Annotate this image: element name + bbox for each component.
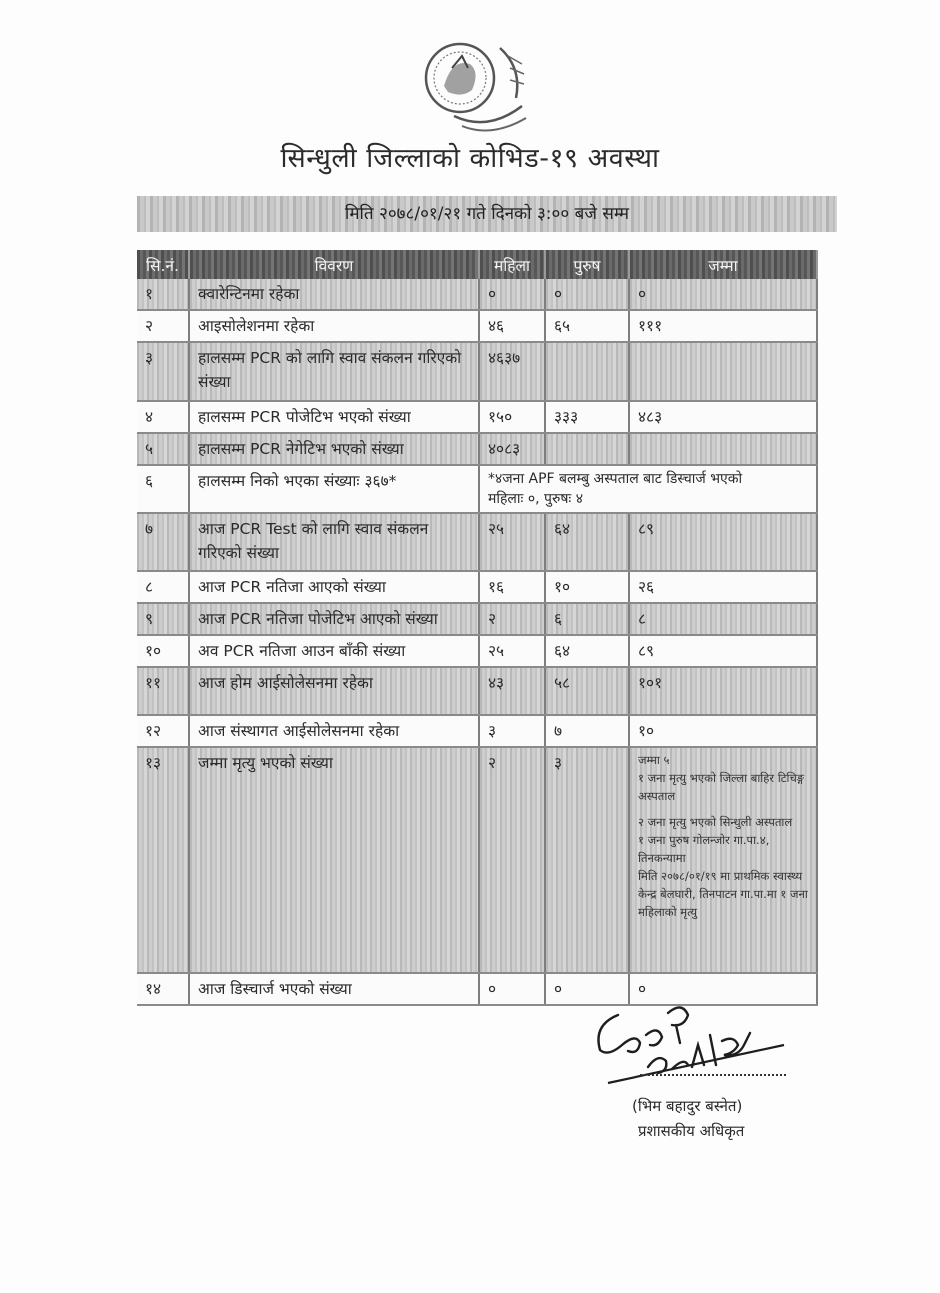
death-detail: २ जना मृत्यु भएको सिन्धुली अस्पताल [638,815,793,829]
cell-male: ६४ [545,513,629,571]
cell-female: ४०८३ [479,433,545,465]
recovered-note-cell [479,465,817,513]
cell-desc: अव PCR नतिजा आउन बाँकी संख्या [189,635,479,667]
cell-sn: १२ [137,715,189,747]
table-row [137,667,817,715]
cell-sn: ९ [137,603,189,635]
cell-desc: हालसम्म PCR को लागि स्वाव संकलन गरिएको संख्या [189,342,479,401]
cell-female: २ [479,747,545,973]
cell-sn: ११ [137,667,189,715]
cell-female: २५ [479,513,545,571]
cell-male: ६४ [545,635,629,667]
cell-desc: आज डिस्चार्ज भएको संख्या [189,973,479,1005]
cell-desc: हालसम्म PCR नेगेटिभ भएको संख्या [189,433,479,465]
death-detail: मिति २०७८/०१/१९ मा प्राथमिक स्वास्थ्य केन्द्र बेलघारी, तिनपाटन गा.पा.मा १ जना महिलाको मृत्यु [638,869,808,919]
cell-desc: हालसम्म PCR पोजेटिभ भएको संख्या [189,401,479,433]
header-total: जम्मा [629,250,817,279]
signatory-designation: प्रशासकीय अधिकृत [638,1122,745,1140]
page-title: सिन्धुली जिल्लाको कोभिड-१९ अवस्था [280,143,660,174]
cell-male: ५८ [545,667,629,715]
cell-desc: जम्मा मृत्यु भएको संख्या [189,747,479,973]
cell-female: ० [479,279,545,310]
table-row [137,571,817,603]
cell-total [629,433,817,465]
cell-total: १०१ [629,667,817,715]
death-detail: १ जना पुरुष गोलन्जोर गा.पा.४, तिनकन्यामा [638,833,770,865]
header-sn: सि.नं. [137,250,189,279]
cell-female: ० [479,973,545,1005]
header-male: पुरुष [545,250,629,279]
table-row [137,433,817,465]
death-total: जम्मा ५ [638,753,670,767]
death-details-cell [629,747,817,973]
cell-desc: आज PCR नतिजा पोजेटिभ आएको संख्या [189,603,479,635]
cell-female: १६ [479,571,545,603]
cell-sn: १ [137,279,189,310]
cell-male: ० [545,279,629,310]
cell-female: १५० [479,401,545,433]
covid-status-table [137,250,818,1006]
death-detail: १ जना मृत्यु भएको जिल्ला बाहिर टिचिङ्ग अस्पताल [638,771,805,803]
table-row [137,342,817,401]
cell-male: ७ [545,715,629,747]
cell-female: २५ [479,635,545,667]
cell-male: ६ [545,603,629,635]
cell-female: ४३ [479,667,545,715]
cell-sn: ३ [137,342,189,401]
table-row [137,310,817,342]
cell-total: ४८३ [629,401,817,433]
cell-total [629,342,817,401]
cell-total: १११ [629,310,817,342]
date-bar: मिति २०७८/०१/२१ गते दिनको ३:०० बजे सम्म [137,196,837,232]
cell-male: ३ [545,747,629,973]
cell-desc: आज संस्थागत आईसोलेसनमा रहेका [189,715,479,747]
table-row [137,603,817,635]
cell-desc: आज होम आईसोलेसनमा रहेका [189,667,479,715]
cell-total: २६ [629,571,817,603]
cell-female: ४६ [479,310,545,342]
cell-desc: आज PCR नतिजा आएको संख्या [189,571,479,603]
recovered-breakdown: महिलाः ०, पुरुषः ४ [488,491,583,507]
table-row [137,635,817,667]
signatory-block [632,1094,744,1144]
cell-sn: १० [137,635,189,667]
cell-sn: १३ [137,747,189,973]
cell-total: ० [629,973,817,1005]
signatory-name: (भिम बहादुर बस्नेत) [632,1097,743,1115]
cell-total: ८९ [629,513,817,571]
cell-total: ८९ [629,635,817,667]
cell-desc: आइसोलेशनमा रहेका [189,310,479,342]
government-seal-icon [418,28,538,140]
table-row [137,513,817,571]
table-row [137,747,817,973]
cell-sn: २ [137,310,189,342]
cell-male [545,433,629,465]
signature-line [640,1074,786,1076]
header-female: महिला [479,250,545,279]
cell-sn: ८ [137,571,189,603]
cell-female: ३ [479,715,545,747]
cell-male: ६५ [545,310,629,342]
cell-desc: हालसम्म निको भएका संख्याः ३६७* [189,465,479,513]
header-desc: विवरण [189,250,479,279]
cell-sn: ४ [137,401,189,433]
cell-sn: ५ [137,433,189,465]
cell-desc: क्वारेन्टिनमा रहेका [189,279,479,310]
cell-male: ३३३ [545,401,629,433]
recovered-note: *४जना APF बलम्बु अस्पताल बाट डिस्चार्ज भएको [488,471,743,487]
table-row [137,279,817,310]
cell-male: १० [545,571,629,603]
cell-female: २ [479,603,545,635]
cell-male [545,342,629,401]
table-row [137,465,817,513]
table-row [137,715,817,747]
cell-total: ० [629,279,817,310]
cell-sn: ७ [137,513,189,571]
cell-total: ८ [629,603,817,635]
cell-desc: आज PCR Test को लागि स्वाव संकलन गरिएको संख्या [189,513,479,571]
cell-female: ४६३७ [479,342,545,401]
table-row [137,401,817,433]
cell-total: १० [629,715,817,747]
table-header-row [137,250,817,279]
cell-sn: १४ [137,973,189,1005]
cell-sn: ६ [137,465,189,513]
cell-male: ० [545,973,629,1005]
